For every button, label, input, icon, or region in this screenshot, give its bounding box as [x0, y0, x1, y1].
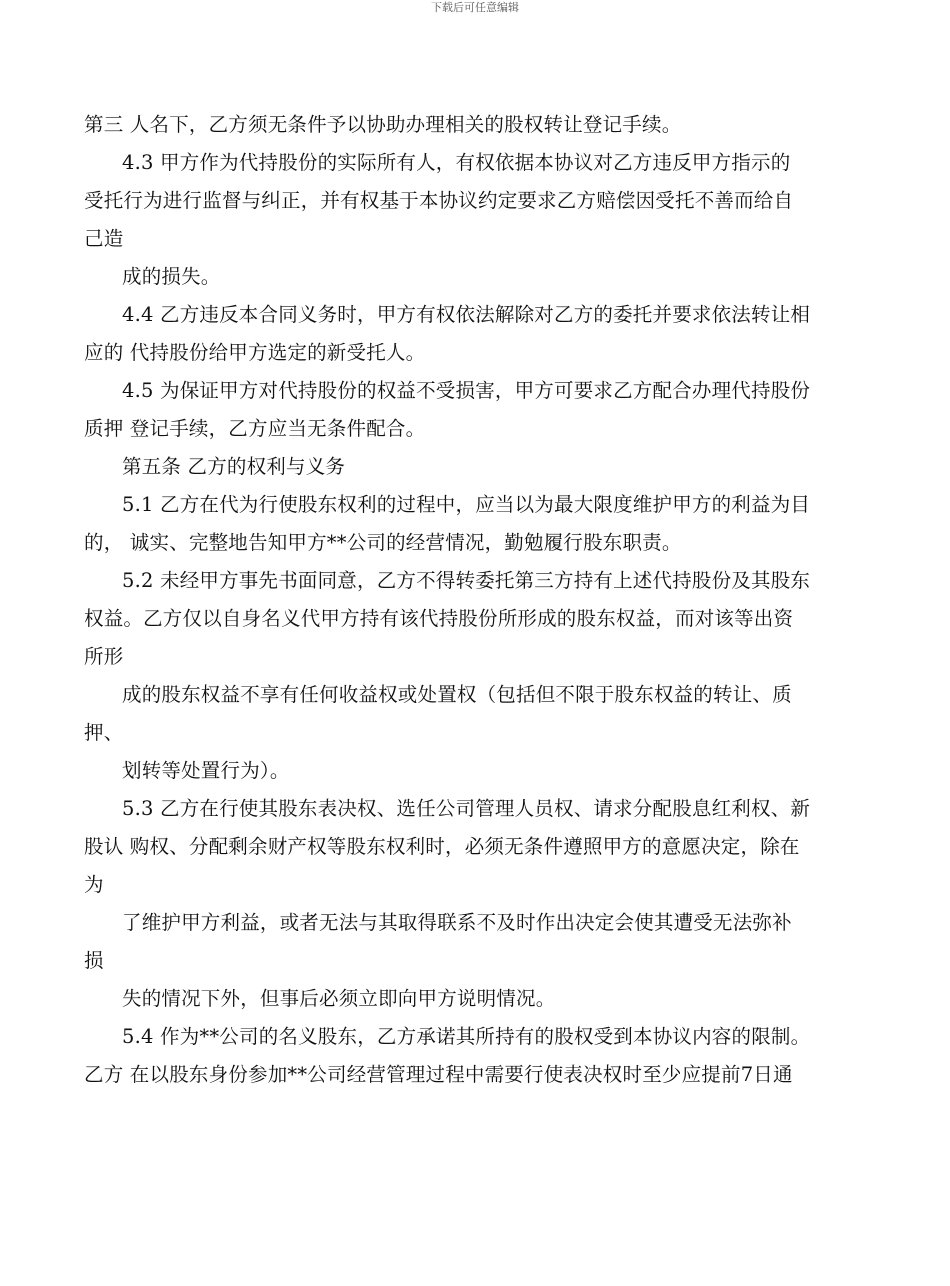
text-line: 为	[84, 873, 104, 896]
page-header: 下载后可任意编辑	[431, 1, 519, 14]
text-line: 受托行为进行监督与纠正，并有权基于本协议约定要求乙方赔偿因受托不善而给自	[84, 189, 794, 212]
text-line: 了维护甲方利益，或者无法与其取得联系不及时作出决定会使其遭受无法弥补	[122, 911, 792, 934]
text-line: 应的 代持股份给甲方选定的新受托人。	[84, 341, 426, 364]
text-line: 失的情况下外，但事后必须立即向甲方说明情况。	[122, 987, 556, 1010]
text-line: 己造	[84, 227, 124, 250]
text-line: 第三 人名下，乙方须无条件予以协助办理相关的股权转让登记手续。	[84, 113, 682, 136]
text-line: 5.4 作为**公司的名义股东，乙方承诺其所持有的股权受到本协议内容的限制。	[122, 1025, 811, 1048]
text-line: 5.2 未经甲方事先书面同意，乙方不得转委托第三方持有上述代持股份及其股东	[122, 569, 811, 592]
document-body	[84, 106, 874, 1094]
text-line: 5.1 乙方在代为行使股东权利的过程中，应当以为最大限度维护甲方的利益为目	[122, 493, 811, 516]
text-line: 质押 登记手续，乙方应当无条件配合。	[84, 417, 426, 440]
text-line: 划转等处置行为）。	[122, 759, 290, 782]
text-line: 股认 购权、分配剩余财产权等股东权利时，必须无条件遵照甲方的意愿决定，除在	[84, 835, 800, 858]
text-line: 权益。乙方仅以自身名义代甲方持有该代持股份所形成的股东权益，而对该等出资	[84, 607, 794, 630]
text-line: 乙方 在以股东身份参加**公司经营管理过程中需要行使表决权时至少应提前7日通	[84, 1063, 793, 1086]
text-line: 所形	[84, 645, 124, 668]
text-line: 第五条 乙方的权利与义务	[122, 455, 346, 478]
text-line: 的， 诚实、完整地告知甲方**公司的经营情况，勤勉履行股东职责。	[84, 531, 682, 554]
text-line: 成的股东权益不享有任何收益权或处置权（包括但不限于股东权益的转让、质	[122, 683, 792, 706]
text-line: 4.3 甲方作为代持股份的实际所有人，有权依据本协议对乙方违反甲方指示的	[122, 151, 791, 174]
text-line: 5.3 乙方在行使其股东表决权、选任公司管理人员权、请求分配股息红利权、新	[122, 797, 811, 820]
text-line: 成的损失。	[122, 265, 221, 288]
text-line: 损	[84, 949, 104, 972]
text-line: 4.5 为保证甲方对代持股份的权益不受损害，甲方可要求乙方配合办理代持股份	[122, 379, 811, 402]
text-line: 4.4 乙方违反本合同义务时，甲方有权依法解除对乙方的委托并要求依法转让相	[122, 303, 811, 326]
text-line: 押、	[84, 721, 124, 744]
